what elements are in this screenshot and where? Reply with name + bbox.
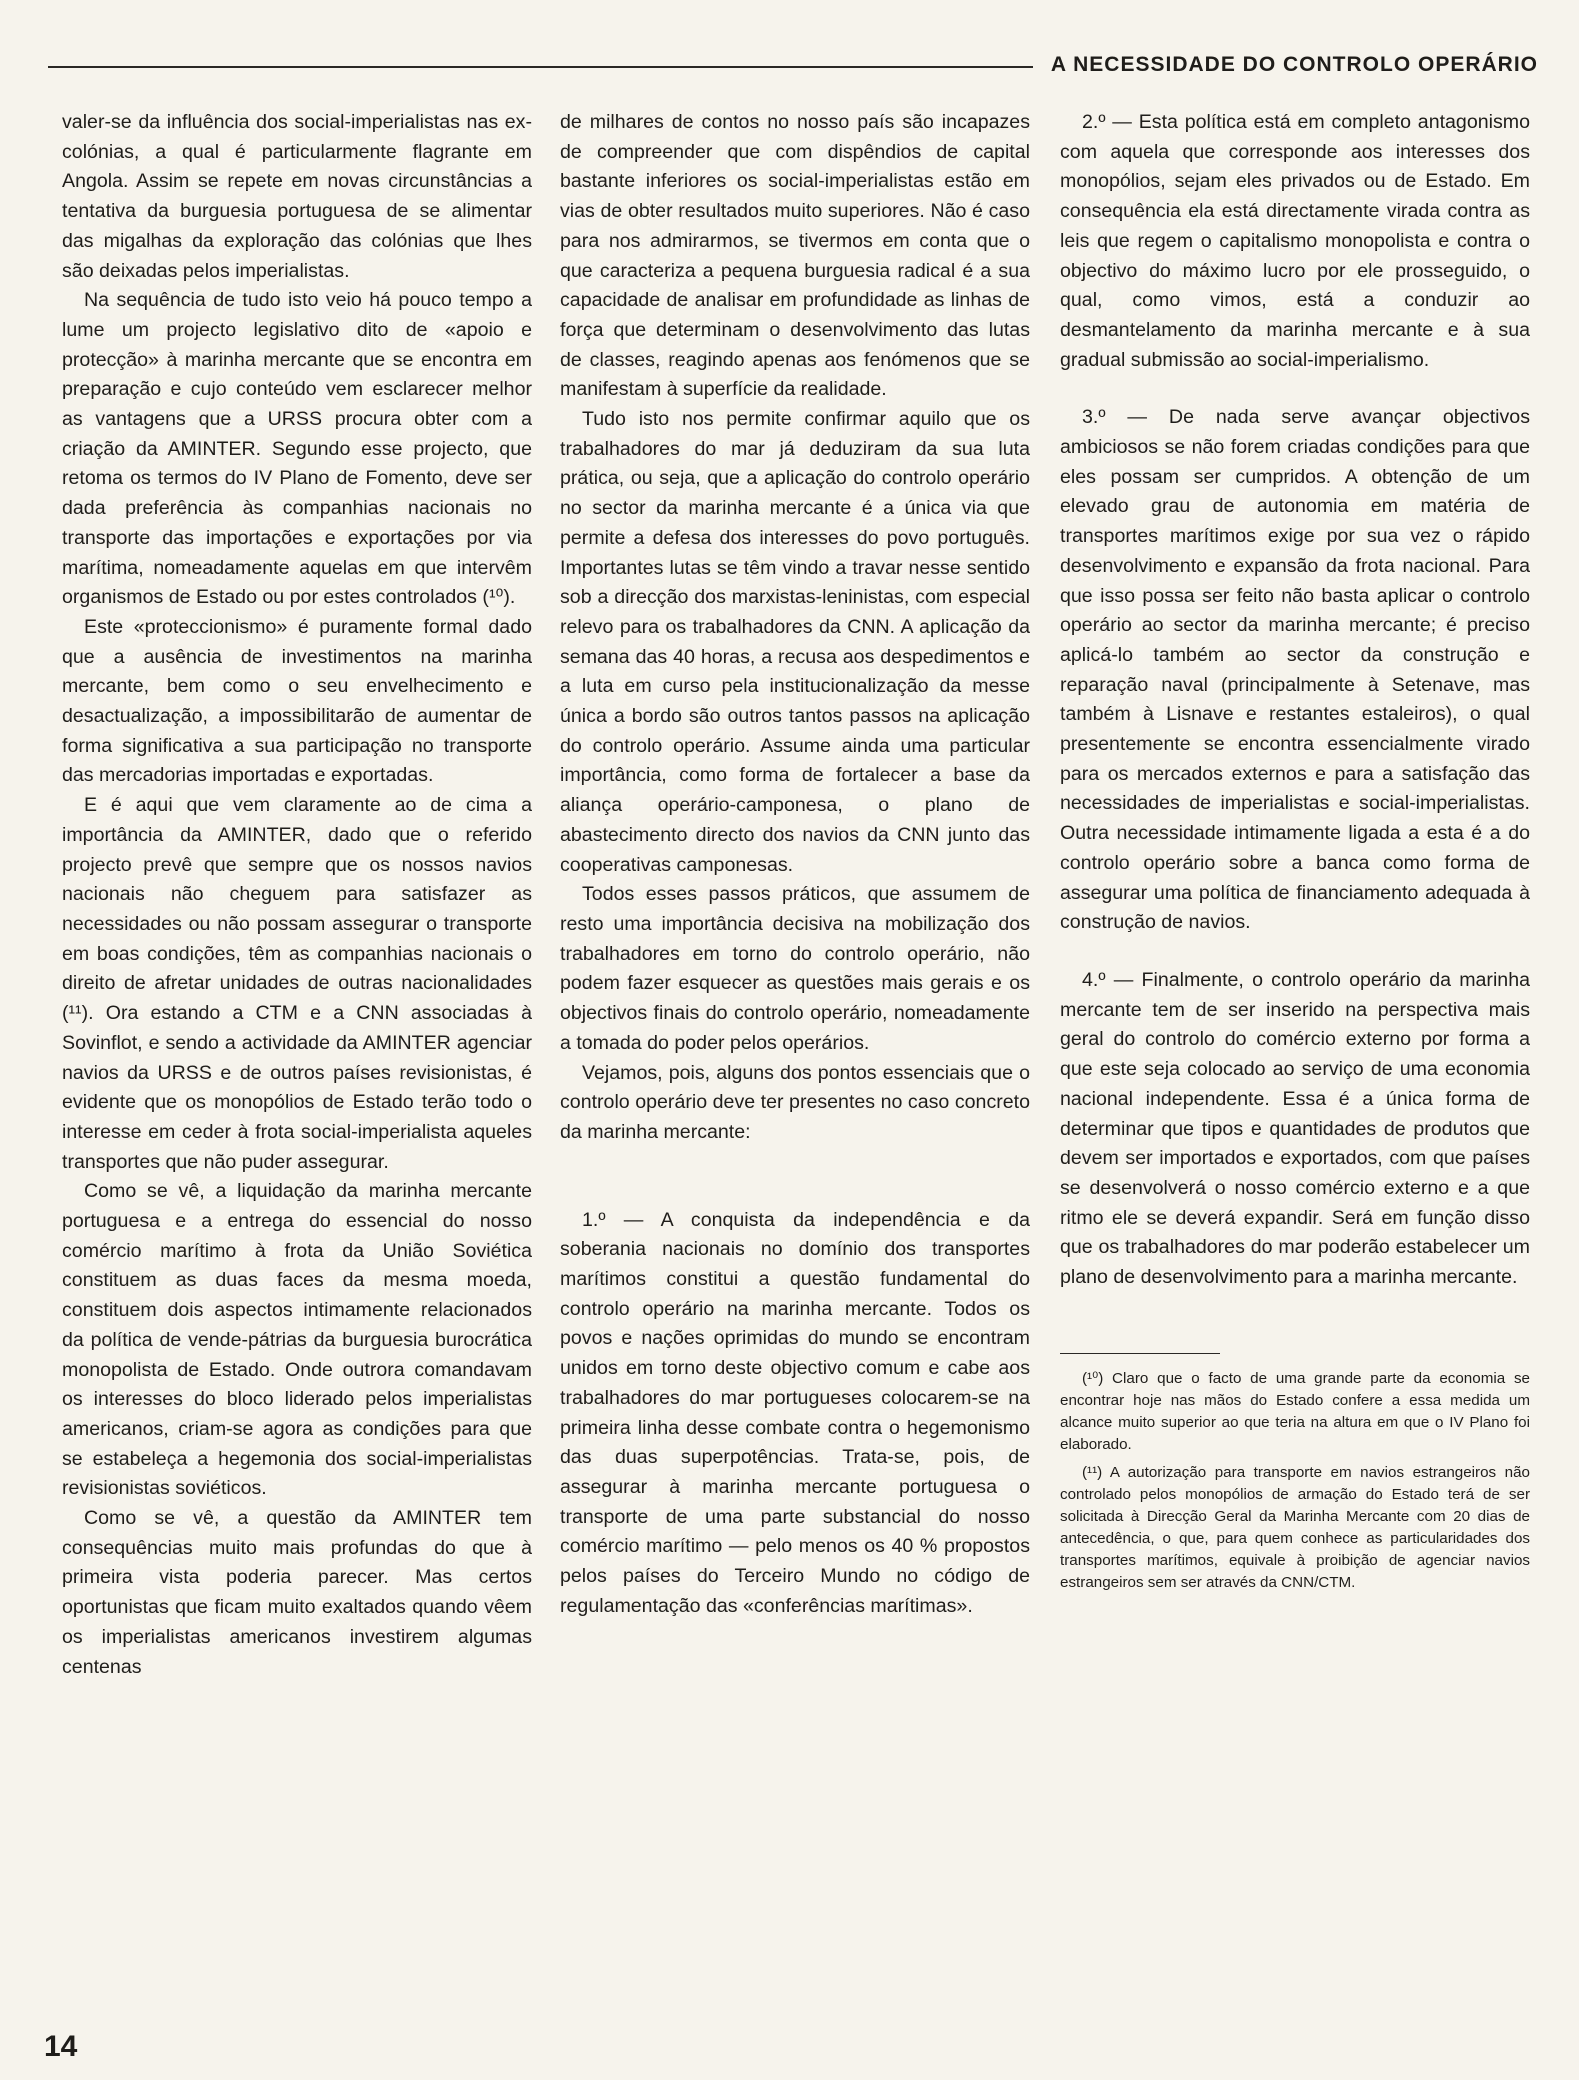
numbered-point-1: 1.º — A conquista da independência e da soberania nacionais no domínio dos transportes marítimos constitui a questão fundamental do controlo operário na marinha mercante. Todos os povos e nações oprimidas do mundo se encontram unidos em torno deste objectivo comum e cabe aos trabalhadores do mar portugueses colocarem-se na primeira linha desse combate contra o hegemonismo das duas superpotências. Trata-se, pois, de assegurar à marinha mercante portuguesa o transporte de uma parte substancial do nosso comércio marítimo — pelo menos os 40 % propostos pelos países do Terceiro Mundo no código de regulamentação das «conferências marítimas». xyxy=(560,1208,1030,1617)
paragraph: valer-se da influência dos social-imperialistas nas ex-colónias, a qual é particularmente flagrante em Angola. Assim se repete em novas circunstâncias a tentativa da burguesia portuguesa de se alimentar das migalhas da exploração das colónias que lhes são deixadas pelos imperialistas. xyxy=(62,111,532,282)
paragraph: Como se vê, a liquidação da marinha mercante portuguesa e a entrega do essencial do nosso comércio marítimo à frota da União Soviética constituem as duas faces da mesma moeda, constituem dois aspectos intimamente relacionados da política de vende-pátrias da burguesia burocrática monopolista de Estado. Onde outrora comandavam os interesses do bloco liderado pelos imperialistas americanos, criam-se agora as condições para que se estabeleça a hegemonia dos social-imperialistas revisionistas soviéticos. xyxy=(62,1180,532,1500)
paragraph: de milhares de contos no nosso país são incapazes de compreender que com dispêndios de capital bastante inferiores os social-imperialistas estão em vias de obter resultados muito superiores. Não é caso para nos admirarmos, se tivermos em conta que o que caracteriza a pequena burguesia radical é a sua capacidade de analisar em profundidade as linhas de força que determinam o desenvolvimento das lutas de classes, reagindo apenas aos fenómenos que se manifestam à superfície da realidade. xyxy=(560,111,1030,401)
numbered-point-2: 2.º — Esta política está em completo antagonismo com aquela que corresponde aos interesses dos monopólios, sejam eles privados ou de Estado. Em consequência ela está directamente virada contra as leis que regem o capitalismo monopolista e contra o objectivo do máximo lucro por ele prosseguido, o qual, como vimos, está a conduzir ao desmantelamento da marinha mercante e à sua gradual submissão ao social-imperialismo. xyxy=(1060,111,1530,371)
paragraph: Vejamos, pois, alguns dos pontos essenciais que o controlo operário deve ter presentes no caso concreto da marinha mercante: xyxy=(560,1061,1030,1143)
paragraph: E é aqui que vem claramente ao de cima a importância da AMINTER, dado que o referido projecto prevê que sempre que os nossos navios nacionais não cheguem para satisfazer as necessidades ou não possam assegurar o transporte em boas condições, têm as companhias nacionais o direito de afretar unidades de outras nacionalidades (¹¹). Ora estando a CTM e a CNN associadas à Sovinflot, e sendo a actividade da AMINTER agenciar navios da URSS e de outros países revisionistas, é evidente que os monopólios de Estado terão todo o interesse em ceder à frota social-imperialista aqueles transportes que não puder assegurar. xyxy=(62,794,532,1173)
footnote-10: (¹⁰) Claro que o facto de uma grande parte da economia se encontrar hoje nas mãos do Estado confere a essa medida um alcance muito superior ao que teria na altura em que o IV Plano foi elaborado. xyxy=(1060,1369,1530,1453)
footnote-divider xyxy=(1060,1353,1220,1354)
running-header xyxy=(48,50,1538,80)
paragraph: Este «proteccionismo» é puramente formal dado que a ausência de investimentos na marinha mercante, bem como o seu envelhecimento e desactualização, a impossibilitarão de aumentar de forma significativa a sua participação no transporte das mercadorias importadas e exportadas. xyxy=(62,615,532,787)
column-right xyxy=(1060,108,1530,1960)
header-rule xyxy=(48,66,1033,68)
header-title: A NECESSIDADE DO CONTROLO OPERÁRIO xyxy=(1050,53,1538,76)
column-middle xyxy=(560,108,1030,1960)
numbered-point-3: 3.º — De nada serve avançar objectivos ambiciosos se não forem criadas condições para que eles possam ser cumpridos. A obtenção de um elevado grau de autonomia em matéria de transportes marítimos exige por sua vez o rápido desenvolvimento e expansão da frota nacional. Para que isso possa ser feito não basta aplicar o controlo operário ao sector da marinha mercante; é preciso aplicá-lo também ao sector da construção e reparação naval (principalmente à Setenave, mas também à Lisnave e restantes estaleiros), o qual presentemente se encontra essencialmente virado para os mercados externos e para a satisfação das necessidades de imperialistas e social-imperialistas. Outra necessidade intimamente ligada a esta é a do controlo operário sobre a banca como forma de assegurar uma política de financiamento adequada à construção de navios. xyxy=(1060,406,1530,934)
footnote-11: (¹¹) A autorização para transporte em navios estrangeiros não controlado pelos monopólios de armação do Estado terá de ser solicitada à Direcção Geral da Marinha Mercante com 20 dias de antecedência, o que, para quem conhece as particularidades dos transportes marítimos, equivale à proibição de agenciar navios estrangeiros sem ser através da CNN/CTM. xyxy=(1060,1463,1530,1591)
paragraph: Na sequência de tudo isto veio há pouco tempo a lume um projecto legislativo dito de «apoio e protecção» à marinha mercante que se encontra em preparação e cujo conteúdo vem esclarecer melhor as vantagens que a URSS procura obter com a criação da AMINTER. Segundo esse projecto, que retoma os termos do IV Plano de Fomento, deve ser dada preferência às companhias nacionais no transporte das importações e exportações por via marítima, nomeadamente aquelas em que intervêm organismos de Estado ou por estes controlados (¹⁰). xyxy=(62,289,532,609)
paragraph: Tudo isto nos permite confirmar aquilo que os trabalhadores do mar já deduziram da sua luta prática, ou seja, que a aplicação do controlo operário no sector da marinha mercante é a única via que permite a defesa dos interesses do povo português. Importantes lutas se têm vindo a travar nesse sentido sob a direcção dos marxistas-leninistas, com especial relevo para os trabalhadores da CNN. A aplicação da semana das 40 horas, a recusa aos despedimentos e a luta em curso pela institucionalização da messe única a bordo são outros tantos passos na aplicação do controlo operário. Assume ainda uma particular importância, como forma de fortalecer a base da aliança operário-camponesa, o plano de abastecimento directo dos navios da CNN junto das cooperativas camponesas. xyxy=(560,408,1030,876)
footnotes xyxy=(1060,1368,1530,1594)
column-left xyxy=(62,108,532,1960)
page-number: 14 xyxy=(44,2030,78,2063)
paragraph: Todos esses passos práticos, que assumem de resto uma importância decisiva na mobilização dos trabalhadores em torno do controlo operário, não podem fazer esquecer as questões mais gerais e os objectivos finais do controlo operário, nomeadamente a tomada do poder pelos operários. xyxy=(560,883,1030,1054)
paragraph: Como se vê, a questão da AMINTER tem consequências muito mais profundas do que à primeira vista poderia parecer. Mas certos oportunistas que ficam muito exaltados quando vêem os imperialistas americanos investirem algumas centenas xyxy=(62,1507,532,1678)
numbered-point-4: 4.º — Finalmente, o controlo operário da marinha mercante tem de ser inserido na perspectiva mais geral do controlo do comércio externo por forma a que este seja colocado ao serviço de uma economia nacional independente. Essa é a única forma de determinar que tipos e quantidades de produtos que devem ser importados e exportados, com que países se desenvolverá o nosso comércio externo e a que ritmo ele se deverá expandir. Será em função disso que os trabalhadores do mar poderão estabelecer um plano de desenvolvimento para a marinha mercante. xyxy=(1060,968,1530,1289)
